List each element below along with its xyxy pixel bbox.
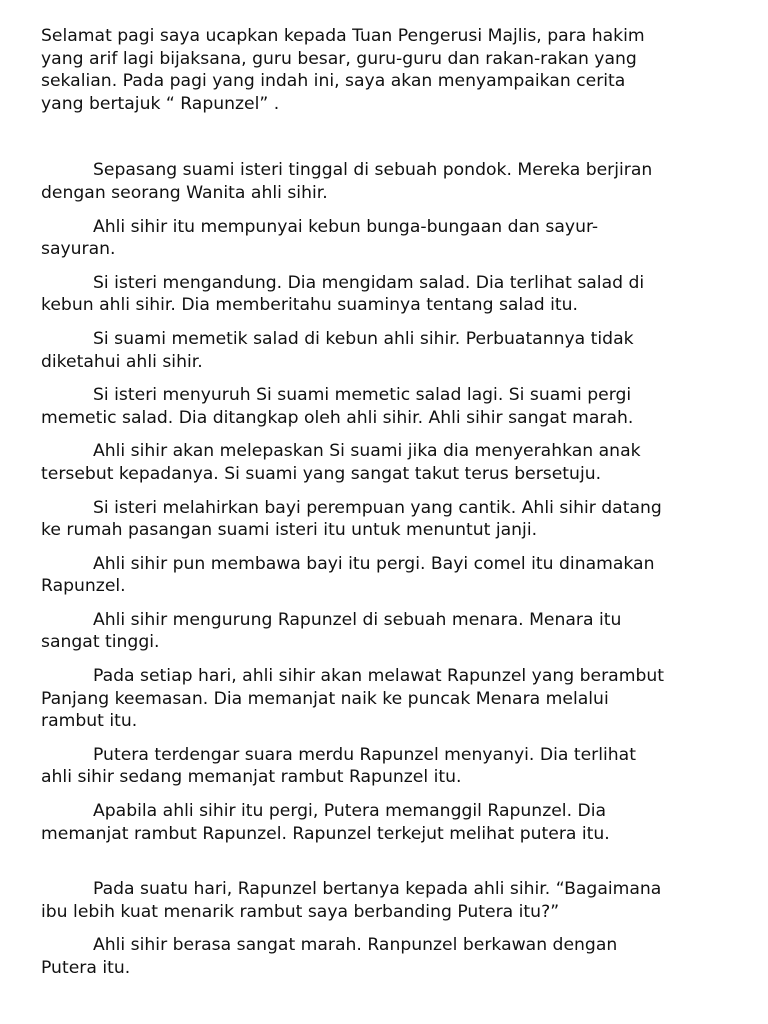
paragraph-line: sangat tinggi.: [41, 632, 160, 653]
story-paragraph: [41, 216, 759, 261]
paragraph-line: Sepasang suami isteri tinggal di sebuah pondok. Mereka berjiran: [93, 160, 653, 181]
paragraph-line: Ahli sihir mengurung Rapunzel di sebuah menara. Menara itu: [93, 609, 622, 630]
story-paragraph: [41, 497, 759, 542]
story-paragraph: [41, 800, 759, 845]
paragraph-line: dengan seorang Wanita ahli sihir.: [41, 182, 328, 203]
story-paragraph: [41, 665, 759, 733]
story-paragraph: [41, 328, 759, 373]
paragraph-line: Putera itu.: [41, 958, 131, 978]
intro-line: Selamat pagi saya ucapkan kepada Tuan Pengerusi Majlis, para hakim: [41, 26, 645, 46]
paragraph-line: Ahli sihir akan melepaskan Si suami jika dia menyerahkan anak: [93, 441, 641, 462]
paragraph-line: Putera terdengar suara merdu Rapunzel menyanyi. Dia terlihat: [93, 744, 636, 765]
paragraph-line: Ahli sihir berasa sangat marah. Ranpunzel berkawan dengan: [93, 935, 618, 956]
paragraph-line: Pada setiap hari, ahli sihir akan melawat Rapunzel yang berambut: [93, 666, 664, 687]
story-paragraph: [41, 159, 759, 204]
paragraph-line: Panjang keemasan. Dia memanjat naik ke puncak Menara melalui: [41, 688, 609, 709]
paragraph-line: kebun ahli sihir. Dia memberitahu suaminya tentang salad itu.: [41, 295, 578, 316]
intro-line: sekalian. Pada pagi yang indah ini, saya akan menyampaikan cerita: [41, 71, 626, 92]
story-paragraph: [41, 440, 759, 485]
paragraph-line: diketahui ahli sihir.: [41, 351, 203, 372]
intro-line: yang bertajuk “ Rapunzel” .: [41, 93, 280, 114]
paragraph-line: ahli sihir sedang memanjat rambut Rapunzel itu.: [41, 767, 462, 788]
paragraph-line: rambut itu.: [41, 711, 138, 732]
story-paragraph: [41, 934, 759, 979]
intro-paragraph: [41, 25, 759, 115]
paragraph-line: ke rumah pasangan suami isteri itu untuk menuntut janji.: [41, 520, 538, 541]
intro-line: yang arif lagi bijaksana, guru besar, guru-guru dan rakan-rakan yang: [41, 48, 637, 69]
paragraph-line: sayuran.: [41, 239, 116, 260]
paragraph-line: Apabila ahli sihir itu pergi, Putera memanggil Rapunzel. Dia: [93, 801, 607, 822]
document-page: [41, 25, 759, 991]
paragraph-line: tersebut kepadanya. Si suami yang sangat takut terus bersetuju.: [41, 463, 602, 484]
paragraph-line: Ahli sihir pun membawa bayi itu pergi. Bayi comel itu dinamakan: [93, 553, 655, 574]
paragraph-line: Si suami memetik salad di kebun ahli sihir. Perbuatannya tidak: [93, 328, 634, 349]
story-paragraph: [41, 384, 759, 429]
paragraph-line: memetic salad. Dia ditangkap oleh ahli sihir. Ahli sihir sangat marah.: [41, 407, 634, 428]
paragraph-line: memanjat rambut Rapunzel. Rapunzel terkejut melihat putera itu.: [41, 823, 610, 844]
story-paragraph: [41, 609, 759, 654]
story-paragraph: [41, 878, 759, 923]
paragraph-line: Si isteri menyuruh Si suami memetic salad lagi. Si suami pergi: [93, 385, 632, 406]
paragraph-line: Pada suatu hari, Rapunzel bertanya kepada ahli sihir. “Bagaimana: [93, 879, 662, 900]
paragraph-line: ibu lebih kuat menarik rambut saya berbanding Putera itu?”: [41, 901, 560, 922]
story-paragraph: [41, 272, 759, 317]
paragraph-line: Rapunzel.: [41, 576, 126, 597]
story-paragraph: [41, 553, 759, 598]
paragraph-line: Si isteri mengandung. Dia mengidam salad. Dia terlihat salad di: [93, 272, 645, 293]
story-paragraph: [41, 744, 759, 789]
paragraph-line: Si isteri melahirkan bayi perempuan yang cantik. Ahli sihir datang: [93, 497, 662, 518]
paragraph-line: Ahli sihir itu mempunyai kebun bunga-bungaan dan sayur-: [93, 216, 599, 237]
